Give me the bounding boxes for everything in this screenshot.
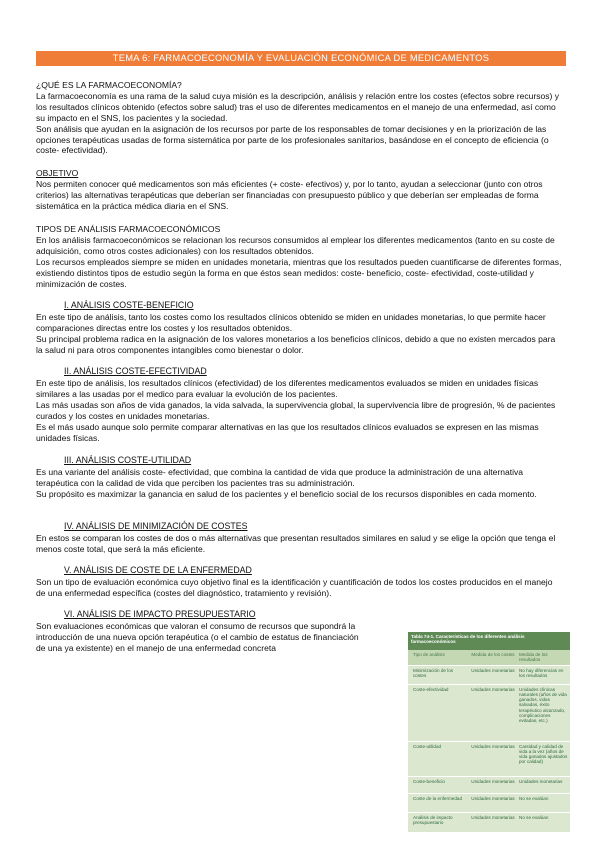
section-coste-efectividad (36, 378, 564, 443)
subsection-heading: III. ANÁLISIS COSTE-UTILIDAD (64, 455, 192, 465)
subsection-heading: IV. ANÁLISIS DE MINIMIZACIÓN DE COSTES (64, 521, 248, 531)
table-cell: Unidades monetarias (471, 814, 515, 820)
table-cell: Unidades monetarias (471, 743, 515, 749)
section-tipos (36, 224, 564, 289)
table-row (408, 776, 570, 793)
paragraph: En estos se comparan los costes de dos o más alternativas que presentan resultados similares en salud y se elige la opción que tenga el menos coste total, que será la más eficiente. (36, 533, 556, 554)
section-coste-utilidad (36, 467, 564, 500)
table-cell: Coste-utilidad (413, 743, 442, 749)
section-coste-enfermedad (36, 577, 564, 599)
paragraph: Es el más usado aunque solo permite comparar alternativas en las que los resultados clínicos evaluados se expresen en las mismas unidades físicas. (36, 421, 539, 443)
section-heading: ¿QUÉ ES LA FARMACOECONOMÍA? (36, 80, 182, 90)
table-cell: Análisis de impacto presupuestario (413, 814, 453, 825)
subsection-heading: VI. ANÁLISIS DE IMPACTO PRESUPUESTARIO (64, 609, 256, 619)
table-row (408, 812, 570, 831)
table-cell: Coste-efectividad (413, 686, 449, 692)
paragraph: Es una variante del análisis coste- efectividad, que combina la cantidad de vida que produce la administración de una alternativa terapéutica con la calidad de vida que perciben los pacientes tras su administración. (36, 467, 523, 488)
table-cell: Unidades monetarias (471, 795, 515, 801)
table-header-cell: Tipo de análisis (413, 652, 445, 657)
paragraph: Son análisis que ayudan en la asignación de los recursos por parte de los responsables de tomar decisiones y en la priorización de las opciones terapéuticas usadas de forma sistemática por parte de los profesionales sanitarios, basándose en el concepto de eficiencia (o coste- efectividad). (36, 123, 549, 156)
paragraph: Su principal problema radica en la asignación de los valores monetarios a los beneficios clínicos, debido a que no existen mercados para la salud ni para otros componentes intangibles como bienestar o dolor. (36, 333, 556, 355)
table-cell: No hay diferencias en los resultados (519, 667, 564, 678)
document-title: TEMA 6: FARMACOECONOMÍA Y EVALUACIÓN ECONÓMICA DE MEDICAMENTOS (36, 51, 566, 66)
table-cell: Coste-beneficio (413, 778, 445, 784)
subsection-heading: II. ANÁLISIS COSTE-EFECTIVIDAD (64, 366, 207, 376)
table-header-row (408, 650, 570, 665)
section-what-is (36, 80, 564, 156)
section-impacto-presupuestario (36, 621, 368, 654)
subsection-heading: I. ANÁLISIS COSTE-BENEFICIO (64, 300, 194, 310)
characteristics-table-image (408, 632, 570, 832)
section-coste-beneficio (36, 312, 564, 356)
table-cell: Unidades monetarias (471, 778, 515, 784)
table-cell: Unidades monetarias (519, 778, 563, 784)
table-header-cell: Medida de los resultados (519, 652, 548, 663)
table-row (408, 793, 570, 812)
table-header-cell: Medida de los costes (471, 652, 515, 657)
subsection-heading: V. ANÁLISIS DE COSTE DE LA ENFERMEDAD (64, 565, 252, 575)
table-cell: Unidades monetarias (471, 667, 515, 673)
paragraph: La farmacoeconomía es una rama de la salud cuya misión es la descripción, análisis y relación entre los costes (efectos sobre recursos) y los resultados clínicos obtenido (efectos sobre salud) tras el uso de diferentes medicamentos en el manejo de una enfermedad, así como su impacto en el SNS, los pacientes y la sociedad. (36, 90, 560, 123)
paragraph: Nos permiten conocer qué medicamentos son más eficientes (+ coste- efectivos) y, por lo tanto, ayudan a seleccionar (junto con otros criterios) las alternativas terapéuticas que deberían ser financiadas con presupuesto público y que deberían ser empleadas de forma sistemática en la práctica médica diaria en el SNS. (36, 178, 543, 211)
paragraph: En este tipo de análisis, tanto los costes como los resultados clínicos obtenido se miden en unidades monetarias, lo que permite hacer comparaciones directas entre los costes y los resultados obtenidos. (36, 312, 546, 333)
table-caption: Tabla 74-1. Características de los diferentes análisis farmacoeconómicos (408, 632, 570, 650)
table-row (408, 665, 570, 684)
paragraph: Son un tipo de evaluación económica cuyo objetivo final es la identificación y cuantificación de todos los costes producidos en el manejo de una enfermedad específica (costes del diagnóstico, tratamiento y revisión). (36, 577, 553, 598)
table-cell: Unidades monetarias (471, 686, 515, 692)
paragraph: Son evaluaciones económicas que valoran el consumo de recursos que supondrá la introducción de una nueva opción terapéutica (o el cambio de estatus de financiación de una ya existente) en el manejo de una enfermedad concreta (36, 621, 359, 653)
table-cell: Cantidad y calidad de vida a la vez (años de vida ganados ajustados por calidad) (519, 743, 568, 765)
section-heading: OBJETIVO (36, 168, 79, 178)
section-minimizacion (36, 533, 564, 555)
paragraph: Las más usadas son años de vida ganados, la vida salvada, la supervivencia global, la supervivencia libre de progresión, % de pacientes curados y los costes en unidades monetarias. (36, 399, 556, 421)
table-cell: Unidades clínicas naturales (años de vida ganados, vidas salvadas, éxito terapéutico alcanzado, complicaciones evitadas, etc.) (519, 686, 567, 724)
paragraph: En los análisis farmacoeconómicos se relacionan los recursos consumidos al emplear los diferentes medicamentos (tanto en su coste de adquisición, como otros costes adicionales) con los resultados obtenidos. (36, 234, 555, 256)
table-row (408, 684, 570, 741)
paragraph: Los recursos empleados siempre se miden en unidades monetaria, mientras que los resultados pueden cuantificarse de diferentes formas, existiendo distintos tipos de estudio según la forma en que éstos sean medidos: coste- beneficio, coste- efectividad, coste-utilidad y minimización de costes. (36, 256, 562, 289)
table-cell: Minimización de los costes (413, 667, 454, 678)
paragraph: Su propósito es maximizar la ganancia en salud de los pacientes y el beneficio social de los recursos disponibles en cada momento. (36, 488, 537, 499)
table-row (408, 741, 570, 776)
paragraph: En este tipo de análisis, los resultados clínicos (efectividad) de los diferentes medicamentos evaluados se miden en unidades físicas similares a las usadas por el medico para evaluar la evolución de los pacientes. (36, 378, 539, 399)
section-objetivo (36, 168, 564, 212)
table-cell: No se evalúan (519, 795, 549, 801)
section-heading: TIPOS DE ANÁLISIS FARMACOECONÓMICOS (36, 224, 221, 234)
table-cell: No se evalúan (519, 814, 549, 820)
table-cell: Coste de la enfermedad (413, 795, 463, 801)
